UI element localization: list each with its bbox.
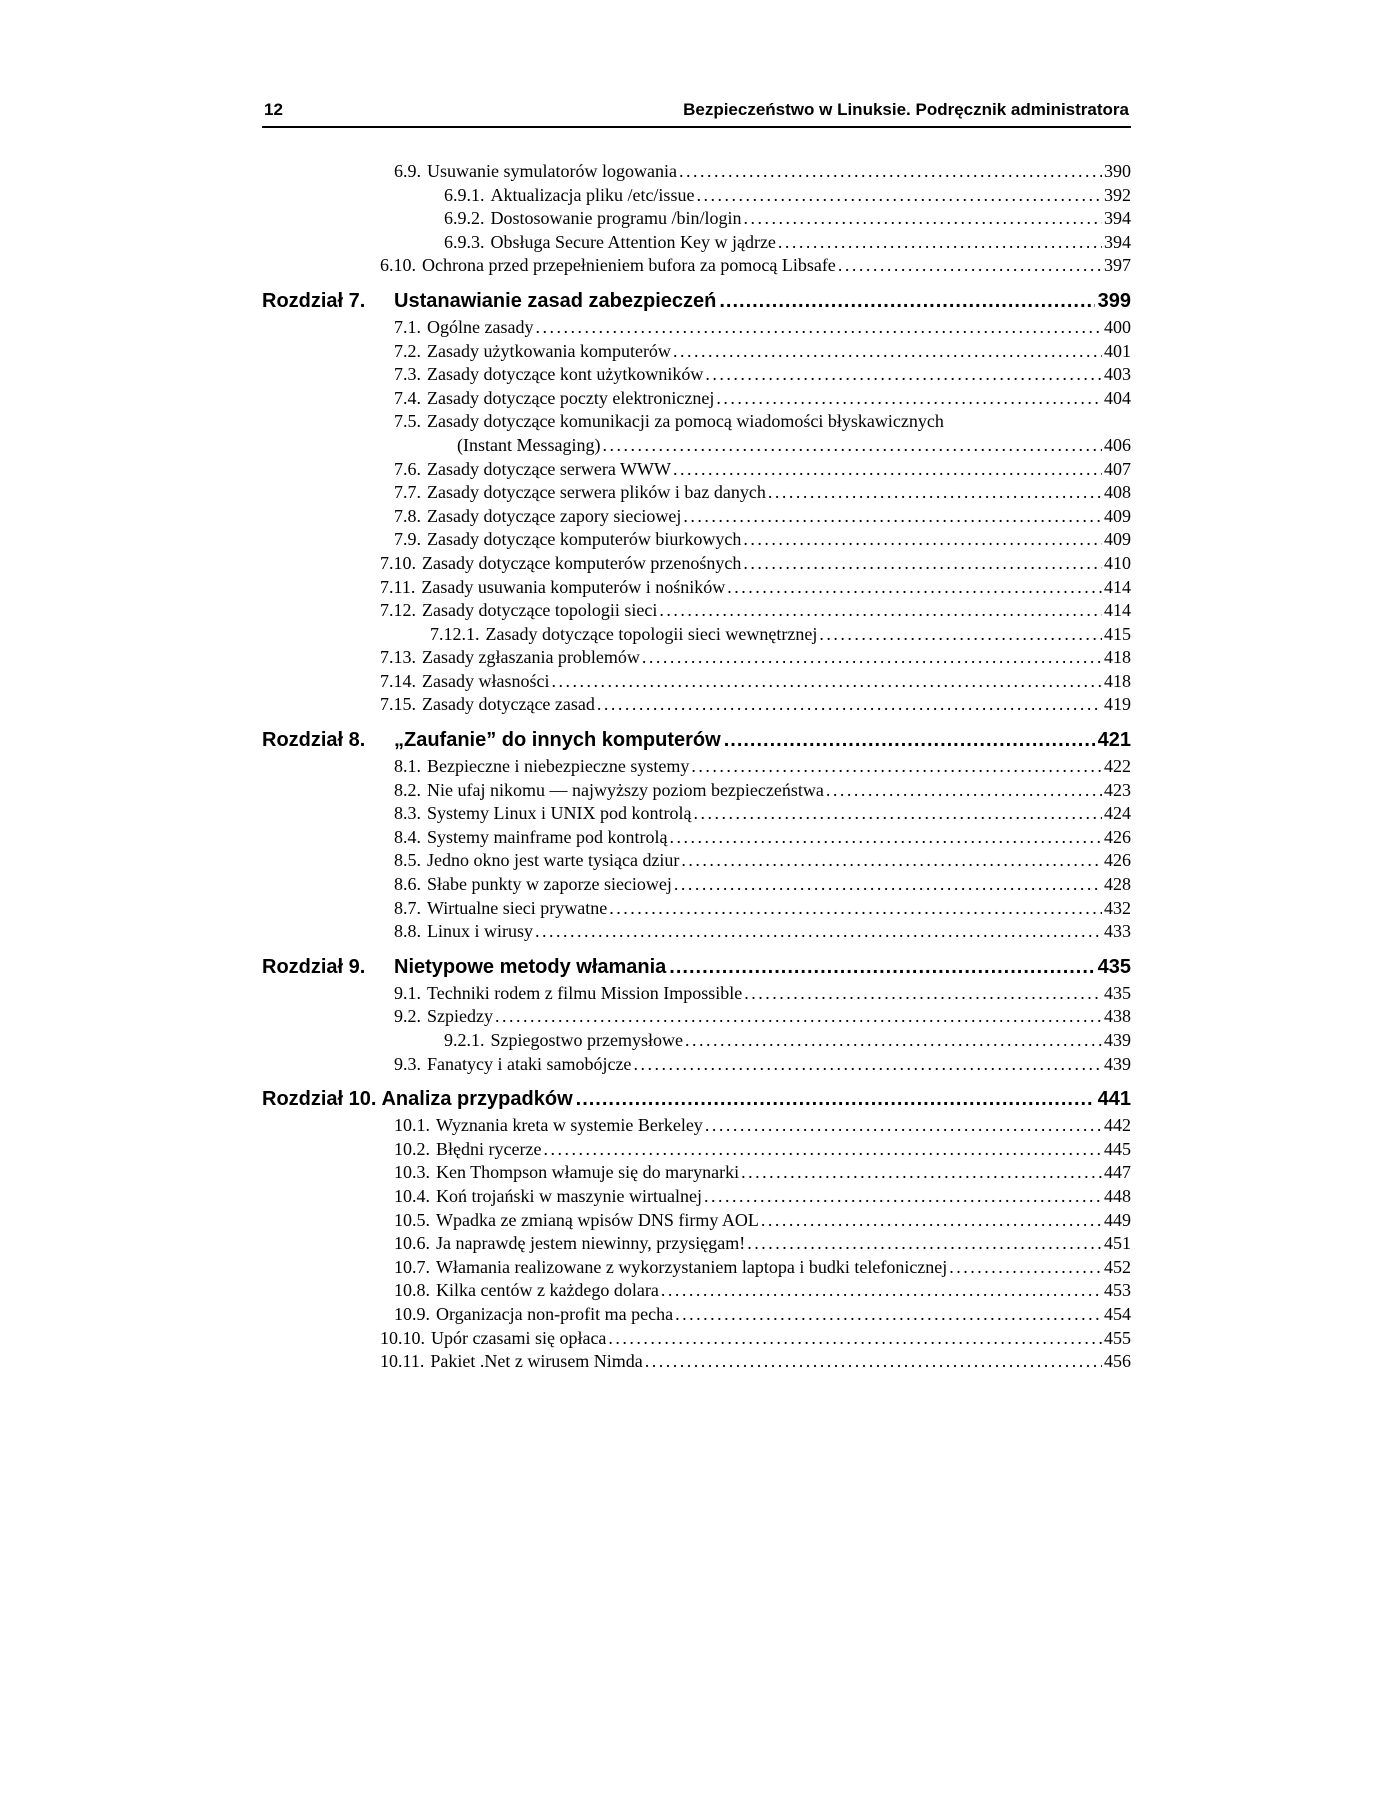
- entry-page: 442: [1104, 1115, 1131, 1136]
- toc-entry[interactable]: [262, 231, 1131, 255]
- entry-number: 8.3.: [394, 803, 421, 824]
- dot-leader: [669, 952, 1094, 982]
- entry-page: 445: [1104, 1138, 1131, 1159]
- toc-entry[interactable]: [262, 802, 1131, 826]
- entry-page: 452: [1104, 1256, 1131, 1277]
- entry-page: 449: [1104, 1209, 1131, 1230]
- dot-leader: [705, 1114, 1102, 1138]
- toc-entry[interactable]: [262, 458, 1131, 482]
- entry-page: 419: [1104, 694, 1131, 715]
- entry-title: Błędni rycerze: [436, 1138, 542, 1159]
- entry-number: 10.7.: [394, 1256, 430, 1277]
- entry-title: Linux i wirusy: [427, 921, 533, 942]
- entry-title: Zasady dotyczące serwera plików i baz danych: [427, 482, 766, 503]
- dot-leader: [693, 802, 1102, 826]
- entry-number: 7.10.: [380, 552, 416, 573]
- entry-page: 428: [1104, 874, 1131, 895]
- entry-number: 9.2.: [394, 1006, 421, 1027]
- toc-entry[interactable]: [262, 693, 1131, 717]
- entry-page: 418: [1104, 647, 1131, 668]
- dot-leader: [838, 254, 1102, 278]
- entry-number: 10.11.: [380, 1351, 425, 1372]
- toc-entry[interactable]: [262, 1029, 1131, 1053]
- chapter-label: Rozdział 8.: [262, 729, 366, 752]
- entry-page: 438: [1104, 1006, 1131, 1027]
- entry-title: Zasady dotyczące serwera WWW: [427, 458, 672, 479]
- running-title: Bezpieczeństwo w Linuksie. Podręcznik administratora: [683, 100, 1129, 119]
- entry-page: 394: [1104, 231, 1131, 252]
- entry-title: Techniki rodem z filmu Mission Impossible: [427, 982, 743, 1003]
- entry-title: Zasady dotyczące topologii sieci wewnętrznej: [485, 623, 818, 644]
- toc-entry[interactable]: [262, 1279, 1131, 1303]
- toc-entry[interactable]: [262, 316, 1131, 340]
- dot-leader: [681, 849, 1102, 873]
- entry-title: Usuwanie symulatorów logowania: [427, 161, 677, 181]
- toc-entry[interactable]: [262, 1327, 1131, 1351]
- dot-leader: [551, 670, 1102, 694]
- entry-title: Zasady własności: [422, 670, 550, 691]
- entry-number: 7.3.: [394, 364, 421, 385]
- entry-title: Zasady dotyczące komunikacji za pomocą wiadomości błyskawicznych: [427, 411, 944, 432]
- toc-entry[interactable]: [262, 670, 1131, 694]
- entry-title: Organizacja non-profit ma pecha: [436, 1303, 674, 1324]
- entry-page: 400: [1104, 316, 1131, 337]
- entry-title: Wyznania kreta w systemie Berkeley: [436, 1115, 703, 1136]
- toc-entry[interactable]: [262, 779, 1131, 803]
- toc-entry[interactable]: [262, 160, 1131, 184]
- dot-leader: [679, 160, 1102, 184]
- toc-entry[interactable]: [262, 340, 1131, 364]
- toc-entry[interactable]: [262, 254, 1131, 278]
- entry-title: Zasady dotyczące komputerów biurkowych: [427, 529, 742, 550]
- entry-title: Zasady użytkowania komputerów: [427, 340, 671, 361]
- entry-title: Zasady dotyczące topologii sieci: [422, 600, 658, 621]
- entry-page: 448: [1104, 1185, 1131, 1206]
- table-of-contents: [262, 160, 1131, 1374]
- toc-entry[interactable]: [262, 363, 1131, 387]
- toc-entry[interactable]: [262, 826, 1131, 850]
- entry-page: 409: [1104, 529, 1131, 550]
- dot-leader: [744, 982, 1102, 1006]
- entry-number: 10.3.: [394, 1162, 430, 1183]
- dot-leader: [826, 779, 1102, 803]
- entry-number: 7.15.: [380, 694, 416, 715]
- entry-page: 447: [1104, 1162, 1131, 1183]
- entry-title: Włamania realizowane z wykorzystaniem laptopa i budki telefonicznej: [436, 1256, 948, 1277]
- dot-leader: [761, 1209, 1102, 1233]
- entry-page: 439: [1104, 1053, 1131, 1074]
- entry-title: Ochrona przed przepełnieniem bufora za pomocą Libsafe: [422, 255, 836, 276]
- dot-leader: [609, 897, 1102, 921]
- entry-number: 10.8.: [394, 1280, 430, 1301]
- dot-leader: [543, 1138, 1102, 1162]
- toc-entry[interactable]: [262, 849, 1131, 873]
- dot-leader: [719, 286, 1094, 316]
- entry-number: 10.10.: [380, 1327, 425, 1348]
- toc-entry[interactable]: [262, 1005, 1131, 1029]
- chapter-label: Rozdział 9.: [262, 955, 366, 978]
- entry-number: 6.9.3.: [444, 231, 485, 252]
- entry-page: 455: [1104, 1327, 1131, 1348]
- toc-entry[interactable]: [262, 552, 1131, 576]
- toc-entry[interactable]: [262, 1185, 1131, 1209]
- dot-leader: [949, 1256, 1102, 1280]
- entry-title: Systemy Linux i UNIX pod kontrolą: [427, 803, 692, 824]
- entry-number: 7.14.: [380, 670, 416, 691]
- chapter-heading-8[interactable]: [262, 725, 1131, 755]
- entry-page: 453: [1104, 1280, 1131, 1301]
- entry-number: 9.3.: [394, 1053, 421, 1074]
- entry-page: 414: [1104, 600, 1131, 621]
- dot-leader: [747, 1232, 1102, 1256]
- chapter-title: „Zaufanie” do innych komputerów: [394, 729, 721, 752]
- entry-number: 7.12.: [380, 600, 416, 621]
- entry-number: 10.4.: [394, 1185, 430, 1206]
- entry-title: Ken Thompson włamuje się do marynarki: [436, 1162, 740, 1183]
- entry-number: 8.8.: [394, 921, 421, 942]
- toc-entry[interactable]: [262, 1209, 1131, 1233]
- entry-number: 8.4.: [394, 826, 421, 847]
- entry-number: 7.13.: [380, 647, 416, 668]
- entry-page: 406: [1104, 434, 1131, 455]
- entry-page: 415: [1104, 623, 1131, 644]
- dot-leader: [705, 363, 1102, 387]
- entry-number: 8.1.: [394, 756, 421, 777]
- toc-entry[interactable]: [262, 1161, 1131, 1185]
- chapter-label: Rozdział 7.: [262, 289, 366, 312]
- chapter-title: Ustanawianie zasad zabezpieczeń: [394, 289, 717, 312]
- entry-title: Wpadka ze zmianą wpisów DNS firmy AOL: [436, 1209, 759, 1230]
- toc-entry[interactable]: [262, 646, 1131, 670]
- entry-page: 404: [1104, 387, 1131, 408]
- toc-entry[interactable]: [262, 873, 1131, 897]
- entry-title: Obsługa Secure Attention Key w jądrze: [490, 231, 776, 252]
- entry-number: 6.9.1.: [444, 184, 485, 205]
- entry-title: Wirtualne sieci prywatne: [427, 897, 608, 918]
- entry-page: 390: [1104, 161, 1131, 181]
- toc-entry[interactable]: [262, 505, 1131, 529]
- entry-title: Ja naprawdę jestem niewinny, przysięgam!: [436, 1233, 746, 1254]
- entry-page: 426: [1104, 826, 1131, 847]
- entry-title: Zasady dotyczące komputerów przenośnych: [422, 552, 742, 573]
- toc-entry[interactable]: [262, 1053, 1131, 1077]
- toc-entry[interactable]: [262, 1256, 1131, 1280]
- toc-entry[interactable]: [262, 982, 1131, 1006]
- entry-number: 10.2.: [394, 1138, 430, 1159]
- dot-leader: [669, 826, 1102, 850]
- chapter-title: Analiza przypadków: [381, 1088, 573, 1111]
- entry-page: 454: [1104, 1303, 1131, 1324]
- entry-page: 394: [1104, 208, 1131, 229]
- dot-leader: [724, 725, 1095, 755]
- chapter-page: 399: [1097, 289, 1131, 312]
- entry-page: 422: [1104, 756, 1131, 777]
- dot-leader: [716, 387, 1102, 411]
- entry-title: Kilka centów z każdego dolara: [436, 1280, 659, 1301]
- dot-leader: [768, 481, 1102, 505]
- entry-page: 403: [1104, 364, 1131, 385]
- entry-number: 6.9.2.: [444, 208, 485, 229]
- entry-number: 8.5.: [394, 850, 421, 871]
- entry-title: Fanatycy i ataki samobójcze: [427, 1053, 632, 1074]
- entry-title: Systemy mainframe pod kontrolą: [427, 826, 668, 847]
- dot-leader: [691, 755, 1102, 779]
- entry-number: 7.12.1.: [430, 623, 480, 644]
- entry-number: 10.9.: [394, 1303, 430, 1324]
- entry-number: 7.8.: [394, 505, 421, 526]
- entry-title: Nie ufaj nikomu — najwyższy poziom bezpieczeństwa: [427, 779, 824, 800]
- dot-leader: [743, 552, 1102, 576]
- entry-title: Upór czasami się opłaca: [431, 1327, 607, 1348]
- entry-title: Szpiedzy: [427, 1006, 493, 1027]
- dot-leader: [495, 1005, 1102, 1029]
- entry-number: 10.5.: [394, 1209, 430, 1230]
- chapter-page: 435: [1097, 955, 1131, 978]
- entry-page: 433: [1104, 921, 1131, 942]
- dot-leader: [673, 458, 1102, 482]
- chapter-heading-9[interactable]: [262, 952, 1131, 982]
- chapter-heading-7[interactable]: [262, 286, 1131, 316]
- entry-page: 426: [1104, 850, 1131, 871]
- toc-entry[interactable]: [262, 528, 1131, 552]
- entry-number: 9.2.1.: [444, 1030, 485, 1050]
- dot-leader: [741, 1161, 1102, 1185]
- dot-leader: [659, 599, 1102, 623]
- toc-entry[interactable]: [262, 481, 1131, 505]
- entry-title: Koń trojański w maszynie wirtualnej: [436, 1185, 702, 1206]
- entry-page: 401: [1104, 340, 1131, 361]
- toc-entry[interactable]: [262, 207, 1131, 231]
- entry-number: 8.6.: [394, 874, 421, 895]
- entry-number: 9.1.: [394, 982, 421, 1003]
- entry-page: 439: [1104, 1030, 1131, 1050]
- entry-title-continued: (Instant Messaging): [457, 434, 601, 455]
- dot-leader: [683, 505, 1102, 529]
- toc-entry[interactable]: [262, 599, 1131, 623]
- entry-number: 8.2.: [394, 779, 421, 800]
- dot-leader: [819, 623, 1102, 647]
- entry-page: 408: [1104, 482, 1131, 503]
- toc-entry[interactable]: [262, 410, 1131, 434]
- toc-entry[interactable]: [262, 897, 1131, 921]
- entry-title: Ogólne zasady: [427, 316, 534, 337]
- entry-title: Zasady zgłaszania problemów: [422, 647, 640, 668]
- entry-page: 409: [1104, 505, 1131, 526]
- dot-leader: [743, 528, 1102, 552]
- entry-page: 392: [1104, 184, 1131, 205]
- entry-number: 7.4.: [394, 387, 421, 408]
- dot-leader: [576, 1084, 1095, 1114]
- chapter-label: Rozdział 10.: [262, 1088, 377, 1111]
- chapter-page: 441: [1097, 1088, 1131, 1111]
- entry-number: 6.9.: [394, 161, 421, 181]
- dot-leader: [602, 434, 1102, 458]
- entry-number: 10.6.: [394, 1233, 430, 1254]
- entry-number: 7.5.: [394, 411, 421, 432]
- entry-number: 7.1.: [394, 316, 421, 337]
- toc-entry-continued[interactable]: [262, 434, 1131, 458]
- dot-leader: [727, 576, 1102, 600]
- entry-page: 423: [1104, 779, 1131, 800]
- entry-title: Zasady dotyczące kont użytkowników: [427, 364, 704, 385]
- entry-title: Dostosowanie programu /bin/login: [490, 208, 742, 229]
- entry-number: 7.11.: [380, 576, 416, 597]
- entry-page: 407: [1104, 458, 1131, 479]
- dot-leader: [597, 693, 1102, 717]
- dot-leader: [743, 207, 1102, 231]
- entry-number: 7.6.: [394, 458, 421, 479]
- entry-number: 10.1.: [394, 1115, 430, 1136]
- dot-leader: [535, 316, 1102, 340]
- toc-entry[interactable]: [262, 1138, 1131, 1162]
- dot-leader: [674, 873, 1102, 897]
- page-header: [262, 98, 1131, 128]
- entry-title: Aktualizacja pliku /etc/issue: [490, 184, 695, 205]
- entry-title: Szpiegostwo przemysłowe: [490, 1030, 683, 1050]
- toc-entry[interactable]: [262, 184, 1131, 208]
- dot-leader: [642, 646, 1102, 670]
- entry-number: 7.9.: [394, 529, 421, 550]
- chapter-heading-10[interactable]: [262, 1084, 1131, 1114]
- toc-entry[interactable]: [262, 576, 1131, 600]
- entry-page: 414: [1104, 576, 1131, 597]
- entry-page: 418: [1104, 670, 1131, 691]
- chapter-title: Nietypowe metody włamania: [394, 955, 667, 978]
- entry-page: 397: [1104, 255, 1131, 276]
- page-number: 12: [264, 100, 283, 119]
- entry-title: Zasady dotyczące zapory sieciowej: [427, 505, 682, 526]
- entry-page: 435: [1104, 982, 1131, 1003]
- dot-leader: [608, 1327, 1102, 1351]
- toc-entry[interactable]: [262, 1350, 1131, 1374]
- entry-title: Jedno okno jest warte tysiąca dziur: [427, 850, 680, 871]
- dot-leader: [633, 1053, 1102, 1077]
- entry-title: Pakiet .Net z wirusem Nimda: [430, 1351, 643, 1372]
- toc-entry[interactable]: [262, 1303, 1131, 1327]
- entry-page: 432: [1104, 897, 1131, 918]
- dot-leader: [661, 1279, 1102, 1303]
- toc-entry[interactable]: [262, 623, 1131, 647]
- entry-page: 424: [1104, 803, 1131, 824]
- entry-title: Słabe punkty w zaporze sieciowej: [427, 874, 672, 895]
- entry-number: 6.10.: [380, 255, 416, 276]
- entry-number: 7.7.: [394, 482, 421, 503]
- entry-number: 7.2.: [394, 340, 421, 361]
- entry-title: Bezpieczne i niebezpieczne systemy: [427, 756, 690, 777]
- entry-page: 456: [1104, 1351, 1131, 1372]
- toc-entry[interactable]: [262, 387, 1131, 411]
- entry-page: 410: [1104, 552, 1131, 573]
- toc-entry[interactable]: [262, 1232, 1131, 1256]
- toc-entry[interactable]: [262, 920, 1131, 944]
- dot-leader: [778, 231, 1102, 255]
- entry-title: Zasady usuwania komputerów i nośników: [421, 576, 726, 597]
- dot-leader: [675, 1303, 1102, 1327]
- dot-leader: [673, 340, 1102, 364]
- toc-entry[interactable]: [262, 755, 1131, 779]
- entry-page: 451: [1104, 1233, 1131, 1254]
- toc-entry[interactable]: [262, 1114, 1131, 1138]
- dot-leader: [685, 1029, 1102, 1053]
- dot-leader: [535, 920, 1102, 944]
- entry-title: Zasady dotyczące poczty elektronicznej: [427, 387, 715, 408]
- dot-leader: [704, 1185, 1102, 1209]
- dot-leader: [645, 1350, 1102, 1374]
- entry-title: Zasady dotyczące zasad: [422, 694, 595, 715]
- dot-leader: [696, 184, 1102, 208]
- chapter-page: 421: [1097, 729, 1131, 752]
- entry-number: 8.7.: [394, 897, 421, 918]
